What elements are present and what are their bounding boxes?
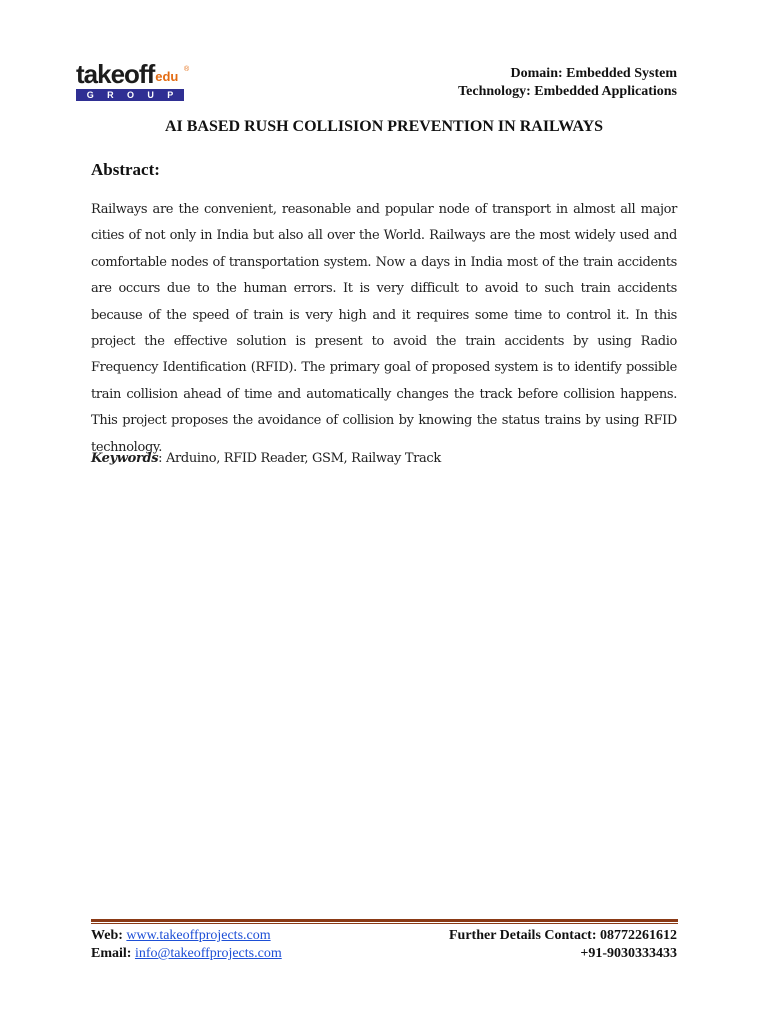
logo-brand-text: takeoff (76, 59, 155, 89)
footer-divider-thick (91, 919, 678, 922)
logo-group-letter: G (86, 90, 94, 100)
abstract-body: Railways are the convenient, reasonable and popular node of transport in almost all major cities of not only in India but also all over the World. Railways are the most widely used and comfortable nodes of transportation system. Now a days in India most of the train accidents are occurs due to the human errors. It is very difficult to avoid to such train accidents because of the speed of train is very high and it requires some time to control it. In this project the effective solution is present to avoid the train accidents by using Radio Frequency Identification (RFID). The primary goal of proposed system is to identify possible train collision ahead of time and automatically changes the track before collision happens. This project proposes the avoidance of collision by knowing the status trains by using RFID technology. (91, 202, 677, 455)
domain-line: Domain: Embedded System (510, 66, 677, 81)
contact-line: Further Details Contact: 08772261612 (449, 928, 677, 943)
web-line (91, 927, 282, 945)
takeoff-edu-logo (76, 60, 188, 102)
page-title: AI BASED RUSH COLLISION PREVENTION IN RAILWAYS (164, 118, 604, 135)
logo-group-band (76, 89, 184, 101)
logo-group-letter: O (126, 90, 134, 100)
abstract-heading: Abstract: (91, 160, 160, 179)
logo-wordmark (76, 60, 188, 88)
email-line (91, 945, 282, 963)
keywords-text: : Arduino, RFID Reader, GSM, Railway Track (158, 451, 441, 466)
header-meta (458, 65, 677, 101)
logo-edu-text: edu (155, 69, 179, 84)
footer-divider-thin (91, 923, 678, 924)
keywords-line (91, 451, 677, 466)
logo-group-letter: P (167, 90, 174, 100)
footer-contact (449, 927, 677, 963)
keywords-label: Keywords (91, 451, 159, 466)
web-label: Web: (91, 928, 123, 943)
logo-group-letter: R (107, 90, 114, 100)
logo-group-letter: U (147, 90, 154, 100)
web-link[interactable]: www.takeoffprojects.com (126, 928, 271, 943)
email-label: Email: (91, 946, 132, 961)
email-link[interactable]: info@takeoffprojects.com (134, 946, 282, 961)
phone-line: +91-9030333433 (580, 946, 677, 961)
footer-links (91, 927, 282, 963)
registered-mark: ® (184, 66, 190, 73)
technology-line: Technology: Embedded Applications (458, 84, 677, 99)
